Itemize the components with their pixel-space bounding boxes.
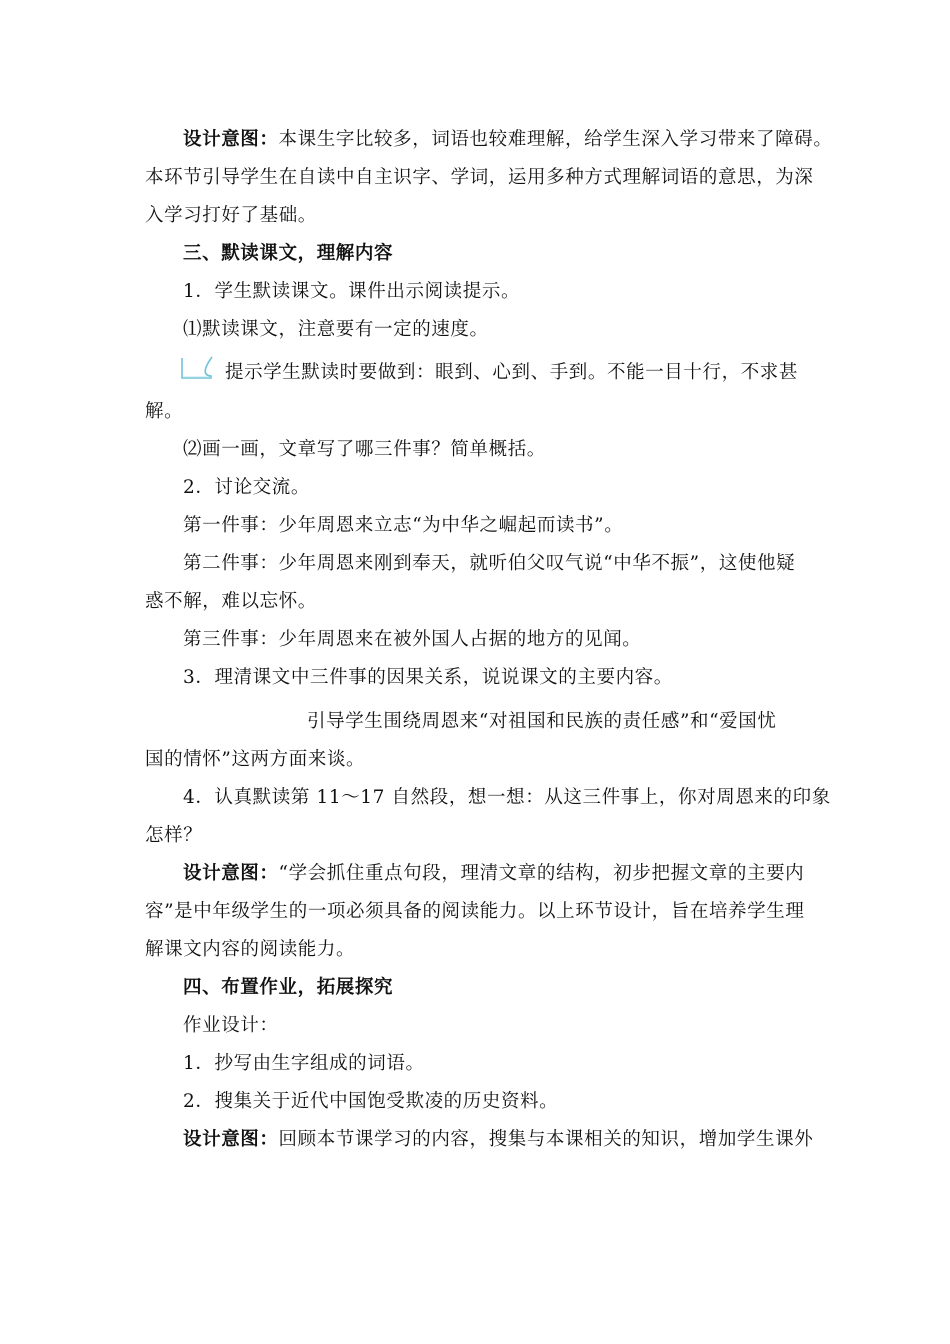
- event-1: 第一件事：少年周恩来立志“为中华之崛起而读书”。: [183, 515, 624, 536]
- homework-item-2: 2．搜集关于近代中国饱受欺凌的历史资料。: [183, 1091, 559, 1112]
- list-item-3: 3．理清课文中三件事的因果关系，说说课文的主要内容。: [183, 667, 673, 688]
- homework-item-1: 1．抄写由生字组成的词语。: [183, 1053, 425, 1074]
- paragraph-text: “学会抓住重点句段，理清文章的结构，初步把握文章的主要内: [278, 863, 805, 884]
- design-intent-paragraph-2: [183, 862, 804, 886]
- paragraph-line: 入学习打好了基础。: [145, 205, 317, 226]
- section-heading-3: 三、默读课文，理解内容: [183, 243, 394, 264]
- paragraph-line: 容”是中年级学生的一项必须具备的阅读能力。以上环节设计，旨在培养学生理: [145, 901, 805, 922]
- paragraph-line: 解课文内容的阅读能力。: [145, 939, 356, 960]
- list-item-4-cont: 怎样？: [145, 825, 203, 846]
- section-heading-4: 四、布置作业，拓展探究: [183, 977, 394, 998]
- sub-item-2: ⑵画一画，文章写了哪三件事？简单概括。: [183, 439, 546, 460]
- sub-item-1: ⑴默读课文，注意要有一定的速度。: [183, 319, 489, 340]
- design-intent-paragraph-3: [183, 1128, 813, 1152]
- event-2: 第二件事：少年周恩来刚到奉天，就听伯父叹气说“中华不振”，这使他疑: [183, 553, 796, 574]
- event-3: 第三件事：少年周恩来在被外国人占据的地方的见闻。: [183, 629, 642, 650]
- list-item-4: 4．认真默读第 11～17 自然段，想一想：从这三件事上，你对周恩来的印象: [183, 787, 831, 808]
- tip-text: 提示学生默读时要做到：眼到、心到、手到。不能一目十行，不求甚: [225, 362, 799, 383]
- design-intent-paragraph-1: [183, 128, 832, 152]
- guidance-text-cont: 国的情怀”这两方面来谈。: [145, 749, 366, 770]
- tip-text-cont: 解。: [145, 401, 184, 422]
- event-2-cont: 惑不解，难以忘怀。: [145, 591, 317, 612]
- list-item-2: 2．讨论交流。: [183, 477, 310, 498]
- paragraph-text: 回顾本节课学习的内容，搜集与本课相关的知识，增加学生课外: [278, 1129, 814, 1150]
- design-intent-label: 设计意图：: [183, 863, 279, 884]
- homework-intro: 作业设计：: [183, 1015, 279, 1036]
- tip-icon: [181, 356, 213, 380]
- paragraph-line: 本环节引导学生在自读中自主识字、学词，运用多种方式理解词语的意思，为深: [145, 167, 814, 188]
- design-intent-label: 设计意图：: [183, 1129, 279, 1150]
- guidance-text: 引导学生围绕周恩来“对祖国和民族的责任感”和“爱国忧: [307, 711, 777, 732]
- design-intent-label: 设计意图：: [183, 129, 279, 150]
- paragraph-text: 本课生字比较多，词语也较难理解，给学生深入学习带来了障碍。: [278, 129, 833, 150]
- list-item-1: 1．学生默读课文。课件出示阅读提示。: [183, 281, 521, 302]
